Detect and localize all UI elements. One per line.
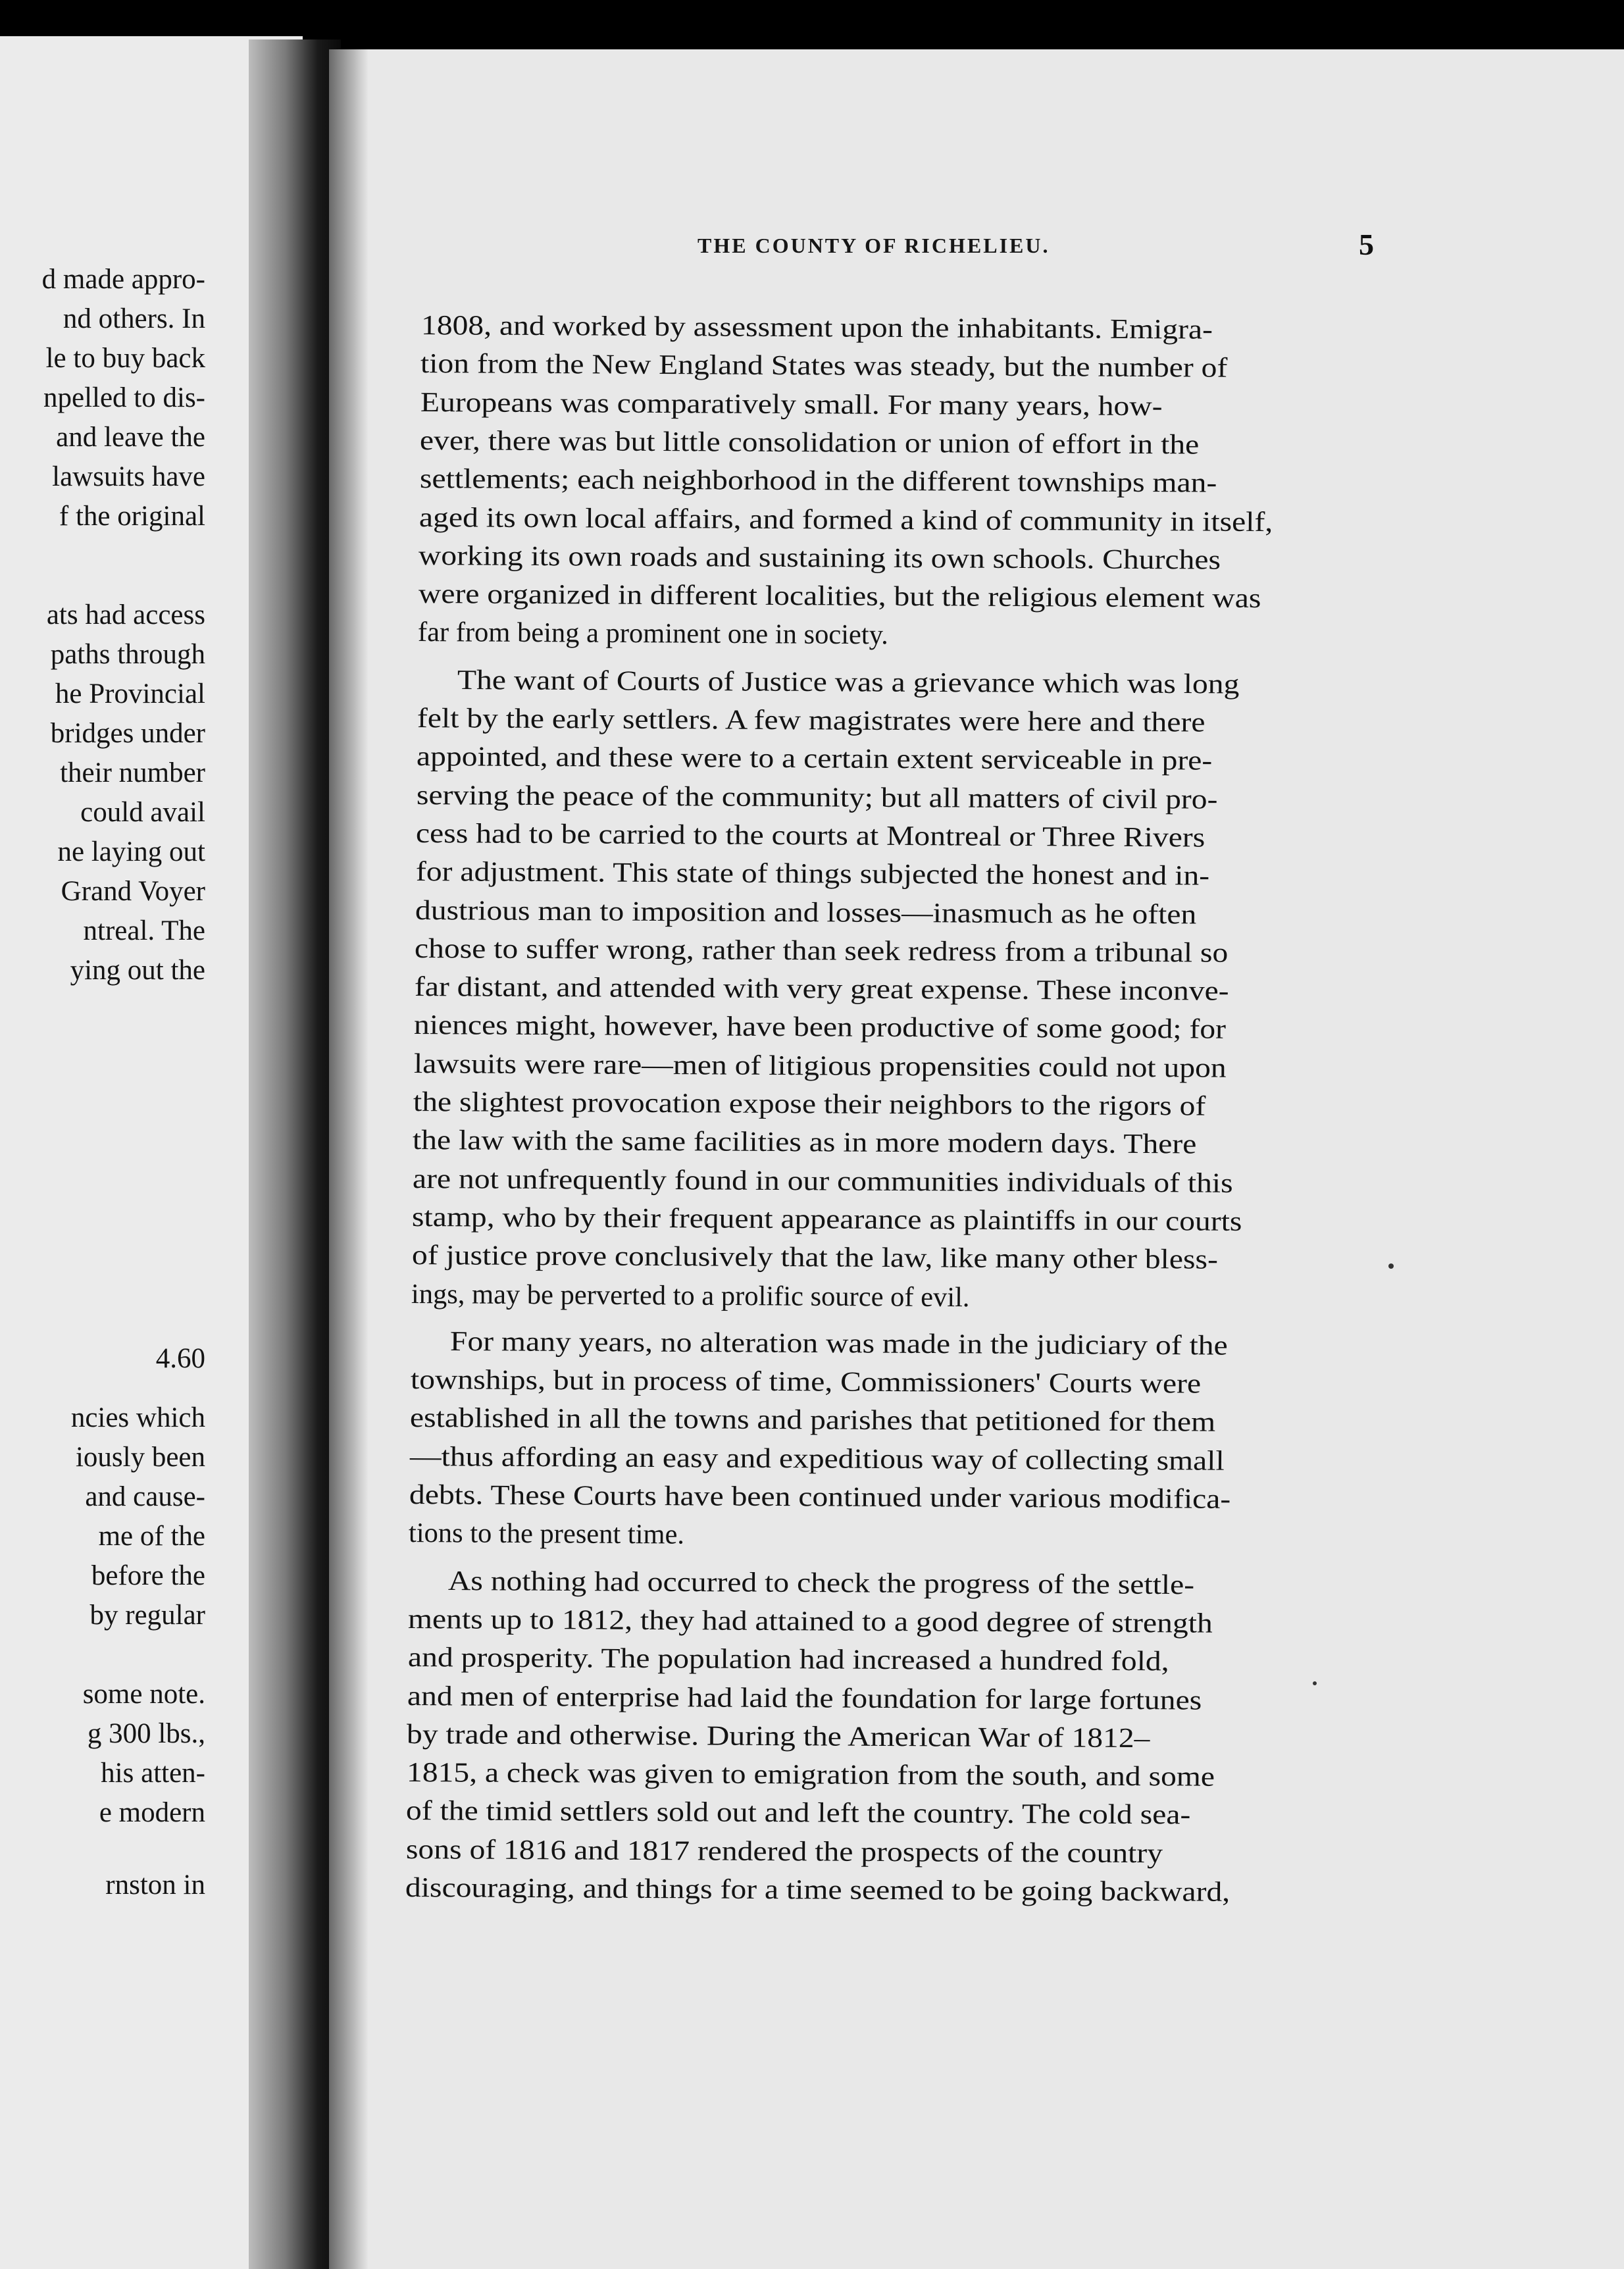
left-page-fragment: he Provincial xyxy=(55,678,205,709)
right-page xyxy=(329,49,1624,2269)
body-text-line: As nothing had occurred to check the progress of the settle- xyxy=(447,1565,1195,1600)
body-text-line: for adjustment. This state of things subjected the honest and in- xyxy=(415,856,1210,892)
left-page-fragment: nd others. In xyxy=(63,303,205,334)
body-text-line: the law with the same facilities as in more modern days. There xyxy=(412,1125,1197,1160)
left-page-fragment: could avail xyxy=(80,797,205,828)
body-text-line: 1815, a check was given to emigration from the south, and some xyxy=(406,1757,1215,1793)
body-text-line: debts. These Courts have been continued under various modifica- xyxy=(409,1479,1231,1515)
body-text-line: dustrious man to imposition and losses—inasmuch as he often xyxy=(415,894,1197,930)
spine-shadow xyxy=(329,49,368,2269)
left-page-fragment: some note. xyxy=(82,1679,205,1710)
body-text-line: sons of 1816 and 1817 rendered the prospects of the country xyxy=(405,1833,1163,1869)
body-text-line: felt by the early settlers. A few magistrates were here and there xyxy=(417,703,1205,738)
left-page-fragment: ying out the xyxy=(70,955,205,986)
book-gutter xyxy=(249,39,341,2269)
left-page-fragment: me of the xyxy=(98,1521,205,1552)
body-text-line: ings, may be perverted to a prolific source of evil. xyxy=(411,1278,970,1313)
left-page-fragment: npelled to dis- xyxy=(43,382,205,413)
left-page-fragment: Grand Voyer xyxy=(61,876,205,907)
body-text-line: were organized in different localities, but the religious element was xyxy=(418,578,1261,615)
left-page-fragment: le to buy back xyxy=(45,343,205,374)
body-text-line: the slightest provocation expose their neighbors to the rigors of xyxy=(413,1086,1206,1122)
body-text-line: and men of enterprise had laid the foundation for large fortunes xyxy=(407,1680,1202,1716)
left-page-fragment: d made appro- xyxy=(41,264,205,295)
left-page-fragment: before the xyxy=(91,1560,205,1591)
left-page-fragment: iously been xyxy=(75,1442,205,1473)
body-text-line: lawsuits were rare—men of litigious propensities could not upon xyxy=(413,1048,1227,1084)
body-text-line: appointed, and these were to a certain extent serviceable in pre- xyxy=(416,741,1213,777)
body-text-line: stamp, who by their frequent appearance as plaintiffs in our courts xyxy=(411,1201,1242,1237)
body-text-line: cess had to be carried to the courts at Montreal or Three Rivers xyxy=(415,817,1205,854)
body-text-line: townships, but in process of time, Commissioners' Courts were xyxy=(410,1364,1202,1400)
left-page-fragment: his atten- xyxy=(101,1758,205,1789)
body-text-line: 1808, and worked by assessment upon the inhabitants. Emigra- xyxy=(420,310,1213,345)
left-page-fragment: f the original xyxy=(59,501,205,532)
body-text-line: aged its own local affairs, and formed a kind of community in itself, xyxy=(419,501,1273,538)
left-page-fragment: 4.60 xyxy=(155,1343,205,1374)
body-text-line: —thus affording an easy and expeditious way of collecting small xyxy=(409,1440,1225,1477)
body-text-line: The want of Courts of Justice was a grievance which was long xyxy=(457,664,1240,700)
body-text-line: of the timid settlers sold out and left the country. The cold sea- xyxy=(405,1795,1191,1831)
body-text-line: settlements; each neighborhood in the different townships man- xyxy=(419,463,1217,499)
body-text-line: and prosperity. The population had increased a hundred fold, xyxy=(407,1642,1169,1677)
left-page-fragment: and cause- xyxy=(85,1481,205,1512)
left-page-fragment: g 300 lbs., xyxy=(87,1718,205,1749)
left-page-fragment: rnston in xyxy=(105,1870,205,1900)
page-number: 5 xyxy=(1359,228,1374,261)
left-page-fragment: and leave the xyxy=(56,422,205,453)
body-text-line: discouraging, and things for a time seemed to be going backward, xyxy=(405,1872,1231,1908)
left-page-fragment: bridges under xyxy=(50,718,205,749)
paper-speck xyxy=(1388,1263,1394,1269)
body-text-line: ever, there was but little consolidation or union of effort in the xyxy=(419,424,1200,461)
left-page-fragment: their number xyxy=(60,757,205,788)
body-text-line: far distant, and attended with very great expense. These inconve- xyxy=(414,971,1229,1007)
left-page-fragment: ntreal. The xyxy=(83,915,205,946)
left-page-fragment: ats had access xyxy=(46,599,205,630)
body-text-line: of justice prove conclusively that the law, like many other bless- xyxy=(411,1240,1219,1275)
body-text-line: For many years, no alteration was made in the judiciary of the xyxy=(449,1325,1228,1362)
body-text-line: chose to suffer wrong, rather than seek redress from a tribunal so xyxy=(414,932,1229,969)
left-page-fragment: ne laying out xyxy=(57,836,205,867)
body-text-line: Europeans was comparatively small. For many years, how- xyxy=(420,386,1163,422)
body-text-line: working its own roads and sustaining its own schools. Churches xyxy=(418,540,1221,576)
running-head: THE COUNTY OF RICHELIEU. xyxy=(698,234,1050,257)
left-page-fragment: paths through xyxy=(50,639,205,670)
body-text-line: far from being a prominent one in society. xyxy=(417,617,888,651)
body-text-line: by trade and otherwise. During the American War of 1812– xyxy=(406,1718,1150,1754)
left-page-fragment: ncies which xyxy=(70,1402,205,1433)
body-text-line: niences might, however, have been productive of some good; for xyxy=(413,1009,1227,1046)
body-text-line: tion from the New England States was steady, but the number of xyxy=(420,348,1228,384)
left-page-fragment: by regular xyxy=(89,1600,205,1631)
paper-speck xyxy=(1313,1681,1317,1685)
body-text-line: tions to the present time. xyxy=(408,1517,685,1550)
body-text-line: ments up to 1812, they had attained to a good degree of strength xyxy=(407,1603,1213,1639)
body-text-line: serving the peace of the community; but all matters of civil pro- xyxy=(416,779,1218,815)
body-text-line: established in all the towns and parishes that petitioned for them xyxy=(409,1402,1216,1439)
left-page-fragment: e modern xyxy=(99,1797,205,1828)
left-page-fragment: lawsuits have xyxy=(52,461,205,492)
body-text-line: are not unfrequently found in our communities individuals of this xyxy=(412,1163,1233,1199)
